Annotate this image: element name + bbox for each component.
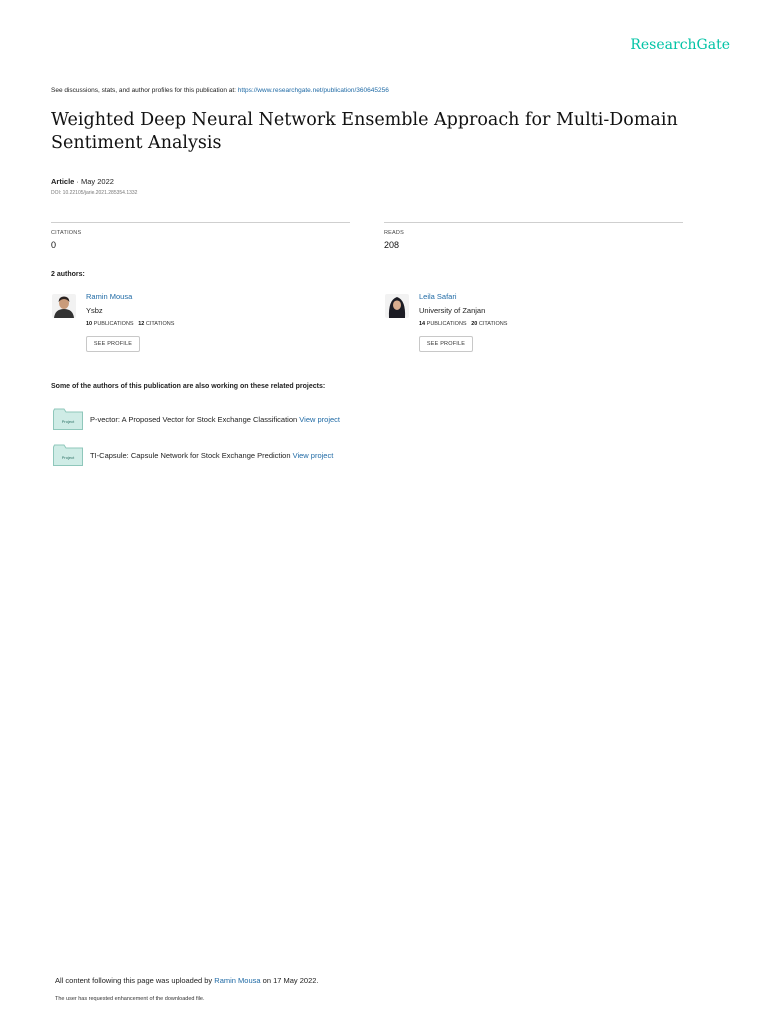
authors-heading: 2 authors:	[51, 271, 85, 278]
publications-label: PUBLICATIONS	[92, 321, 134, 327]
author-card	[385, 292, 665, 356]
avatar[interactable]	[385, 294, 409, 318]
citations-value: 0	[51, 240, 57, 250]
avatar[interactable]	[52, 294, 76, 318]
project-folder-icon	[53, 444, 83, 466]
reads-value: 208	[384, 240, 400, 250]
project-title: TI-Capsule: Capsule Network for Stock Exchange Prediction	[90, 451, 293, 460]
discussions-line	[51, 87, 389, 94]
upload-notice	[55, 976, 319, 985]
article-meta	[51, 177, 114, 186]
enhancement-note: The user has requested enhancement of the downloaded file.	[55, 996, 205, 1002]
project-title: P-vector: A Proposed Vector for Stock Exchange Classification	[90, 415, 300, 424]
related-projects-heading: Some of the authors of this publication are also working on these related projects:	[51, 383, 326, 390]
view-project-link[interactable]: View project	[292, 451, 334, 460]
publication-url-link[interactable]: https://www.researchgate.net/publication/360645256	[237, 87, 389, 94]
project-folder-label: Project	[61, 419, 75, 424]
project-item	[51, 444, 411, 468]
doi: DOI: 10.22105/jarie.2021.285354.1332	[51, 190, 138, 196]
publications-label: PUBLICATIONS	[425, 321, 467, 327]
citations-count: 20	[471, 321, 478, 327]
citations-divider	[51, 222, 350, 223]
author-institution: Ysbz	[86, 306, 103, 315]
citations-count: 12	[138, 321, 145, 327]
view-project-link[interactable]: View project	[299, 415, 340, 424]
author-card	[52, 292, 332, 356]
publication-title: Weighted Deep Neural Network Ensemble Approach for Multi-Domain Sentiment Analysis	[51, 110, 678, 153]
author-stats	[86, 321, 174, 327]
reads-divider	[384, 222, 683, 223]
author-name-link[interactable]: Leila Safari	[419, 292, 457, 301]
project-folder-icon	[53, 408, 83, 430]
see-profile-button[interactable]: SEE PROFILE	[419, 336, 473, 352]
avatar-male-icon	[52, 294, 76, 318]
avatar-female-icon	[385, 294, 409, 318]
upload-prefix: All content following this page was uploaded by	[55, 976, 215, 985]
article-type: Article	[51, 177, 75, 186]
uploader-link[interactable]: Ramin Mousa	[214, 976, 261, 985]
author-name-link[interactable]: Ramin Mousa	[86, 292, 133, 301]
author-stats	[419, 321, 507, 327]
citations-label: CITATIONS	[477, 321, 508, 327]
upload-suffix: on 17 May 2022.	[260, 976, 319, 985]
publications-count: 10	[86, 321, 93, 327]
researchgate-logo[interactable]: ResearchGate	[630, 37, 730, 53]
discussions-prefix: See discussions, stats, and author profiles for this publication at:	[51, 87, 238, 94]
reads-label: READS	[384, 230, 404, 236]
article-date: · May 2022	[74, 177, 114, 186]
citations-label: CITATIONS	[144, 321, 175, 327]
author-institution: University of Zanjan	[419, 306, 486, 315]
project-title-line	[90, 451, 333, 460]
project-item	[51, 408, 411, 432]
project-title-line	[90, 415, 340, 424]
citations-label: CITATIONS	[51, 230, 82, 236]
publications-count: 14	[419, 321, 426, 327]
project-folder-label: Project	[61, 455, 75, 460]
see-profile-button[interactable]: SEE PROFILE	[86, 336, 140, 352]
